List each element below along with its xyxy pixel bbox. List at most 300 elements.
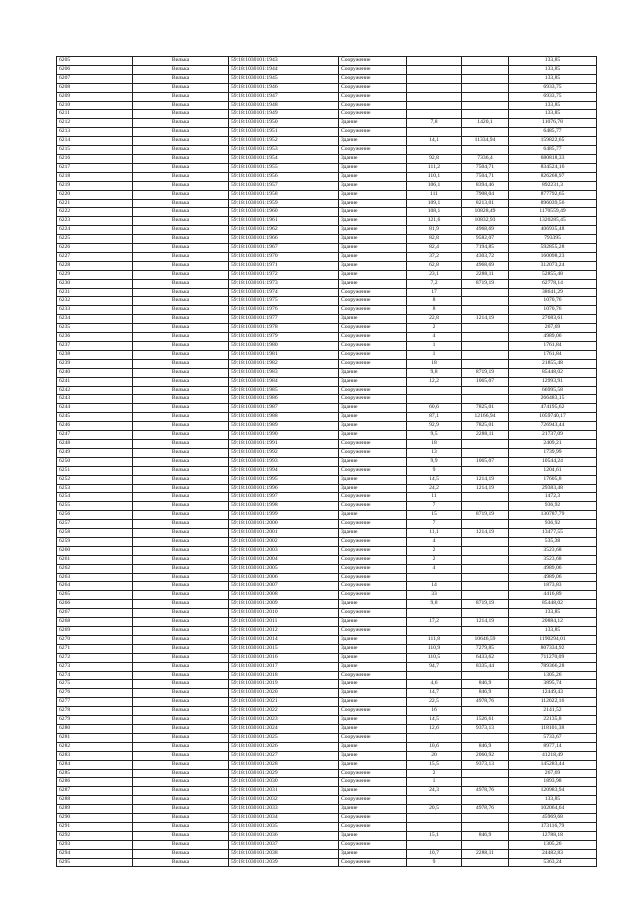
settlement-cell: Вилька — [133, 778, 229, 787]
table-row — [57, 591, 597, 600]
area-cell: 9,5 — [407, 431, 462, 440]
object-type-cell: Сооружение — [339, 564, 407, 573]
table-row — [57, 181, 597, 190]
object-type-cell: Сооружение — [339, 324, 407, 333]
object-type-cell: Сооружение — [339, 858, 407, 867]
cadastral-number-cell: 59:18:1030101:1946 — [229, 83, 339, 92]
settlement-cell: Вилька — [133, 724, 229, 733]
object-type-cell: Здание — [339, 315, 407, 324]
area-cell: 22,5 — [407, 698, 462, 707]
table-row — [57, 83, 597, 92]
object-type-cell: Здание — [339, 404, 407, 413]
table-row — [57, 733, 597, 742]
unit-rate-cell: 4978,76 — [462, 787, 509, 796]
settlement-cell: Вилька — [133, 422, 229, 431]
unit-rate-cell — [462, 333, 509, 342]
cadastral-number-cell: 59:18:1030101:2009 — [229, 600, 339, 609]
object-type-cell: Здание — [339, 680, 407, 689]
settlement-cell: Вилька — [133, 315, 229, 324]
settlement-cell: Вилька — [133, 511, 229, 520]
settlement-cell: Вилька — [133, 83, 229, 92]
table-row — [57, 110, 597, 119]
row-number-cell: 6252 — [57, 475, 133, 484]
settlement-cell: Вилька — [133, 671, 229, 680]
table-row — [57, 244, 597, 253]
cadastral-value-cell: 62778,14 — [509, 279, 597, 288]
settlement-cell: Вилька — [133, 235, 229, 244]
area-cell: 12,6 — [407, 724, 462, 733]
row-number-cell: 6235 — [57, 324, 133, 333]
cadastral-value-cell: 680818,33 — [509, 154, 597, 163]
settlement-cell: Вилька — [133, 537, 229, 546]
unit-rate-cell: 846,9 — [462, 680, 509, 689]
cadastral-number-cell: 59:18:1030101:2016 — [229, 653, 339, 662]
area-cell: 13 — [407, 448, 462, 457]
unit-rate-cell: 846,9 — [462, 831, 509, 840]
cadastral-value-cell: 3523,68 — [509, 546, 597, 555]
row-number-cell: 6222 — [57, 208, 133, 217]
object-type-cell: Здание — [339, 137, 407, 146]
row-number-cell: 6209 — [57, 92, 133, 101]
table-row — [57, 297, 597, 306]
table-row — [57, 101, 597, 110]
settlement-cell: Вилька — [133, 439, 229, 448]
table-row — [57, 635, 597, 644]
unit-rate-cell — [462, 769, 509, 778]
cadastral-number-cell: 59:18:1030101:1984 — [229, 377, 339, 386]
cadastral-number-cell: 59:18:1030101:1997 — [229, 493, 339, 502]
unit-rate-cell: 9373,13 — [462, 724, 509, 733]
settlement-cell: Вилька — [133, 591, 229, 600]
row-number-cell: 6214 — [57, 137, 133, 146]
cadastral-number-cell: 59:18:1030101:2014 — [229, 635, 339, 644]
object-type-cell: Сооружение — [339, 386, 407, 395]
row-number-cell: 6268 — [57, 618, 133, 627]
settlement-cell: Вилька — [133, 217, 229, 226]
area-cell: 4,6 — [407, 680, 462, 689]
row-number-cell: 6228 — [57, 261, 133, 270]
object-type-cell: Сооружение — [339, 74, 407, 83]
cadastral-value-cell: 1305,26 — [509, 671, 597, 680]
unit-rate-cell — [462, 609, 509, 618]
cadastral-value-cell: 22135,8 — [509, 716, 597, 725]
settlement-cell: Вилька — [133, 137, 229, 146]
cadastral-number-cell: 59:18:1030101:2004 — [229, 555, 339, 564]
cadastral-number-cell: 59:18:1030101:1957 — [229, 181, 339, 190]
settlement-cell: Вилька — [133, 742, 229, 751]
settlement-cell: Вилька — [133, 101, 229, 110]
object-type-cell: Здание — [339, 457, 407, 466]
table-row — [57, 707, 597, 716]
cadastral-value-cell: 159822,65 — [509, 137, 597, 146]
area-cell — [407, 840, 462, 849]
row-number-cell: 6286 — [57, 778, 133, 787]
row-number-cell: 6247 — [57, 431, 133, 440]
cadastral-number-cell: 59:18:1030101:1951 — [229, 128, 339, 137]
table-row — [57, 119, 597, 128]
cadastral-value-cell: 406935,48 — [509, 226, 597, 235]
area-cell: 14,5 — [407, 716, 462, 725]
area-cell: 15 — [407, 511, 462, 520]
cadastral-number-cell: 59:18:1030101:1988 — [229, 413, 339, 422]
table-row — [57, 618, 597, 627]
table-row — [57, 520, 597, 529]
object-type-cell: Сооружение — [339, 707, 407, 716]
row-number-cell: 6227 — [57, 252, 133, 261]
object-type-cell: Сооружение — [339, 395, 407, 404]
table-row — [57, 422, 597, 431]
unit-rate-cell — [462, 128, 509, 137]
cadastral-number-cell: 59:18:1030101:2023 — [229, 716, 339, 725]
object-type-cell: Здание — [339, 689, 407, 698]
cadastral-number-cell: 59:18:1030101:1981 — [229, 350, 339, 359]
settlement-cell: Вилька — [133, 208, 229, 217]
unit-rate-cell: 4968,69 — [462, 226, 509, 235]
table-row — [57, 279, 597, 288]
object-type-cell: Здание — [339, 119, 407, 128]
table-row — [57, 475, 597, 484]
cadastral-value-cell: 1893,98 — [509, 778, 597, 787]
area-cell: 23,1 — [407, 270, 462, 279]
object-type-cell: Здание — [339, 662, 407, 671]
row-number-cell: 6231 — [57, 288, 133, 297]
area-cell — [407, 146, 462, 155]
table-row — [57, 137, 597, 146]
row-number-cell: 6282 — [57, 742, 133, 751]
cadastral-number-cell: 59:18:1030101:1962 — [229, 226, 339, 235]
object-type-cell: Сооружение — [339, 57, 407, 66]
cadastral-value-cell: 85448,02 — [509, 368, 597, 377]
unit-rate-cell: 7825,01 — [462, 422, 509, 431]
cadastral-value-cell: 4989,06 — [509, 573, 597, 582]
table-row — [57, 57, 597, 66]
cadastral-value-cell: 133,85 — [509, 796, 597, 805]
cadastral-number-cell: 59:18:1030101:2034 — [229, 814, 339, 823]
object-type-cell: Здание — [339, 600, 407, 609]
area-cell: 109,1 — [407, 199, 462, 208]
unit-rate-cell: 8719,19 — [462, 368, 509, 377]
object-type-cell: Здание — [339, 698, 407, 707]
settlement-cell: Вилька — [133, 849, 229, 858]
settlement-cell: Вилька — [133, 662, 229, 671]
cadastral-number-cell: 59:18:1030101:1973 — [229, 279, 339, 288]
object-type-cell: Сооружение — [339, 796, 407, 805]
object-type-cell: Здание — [339, 529, 407, 538]
object-type-cell: Сооружение — [339, 591, 407, 600]
cadastral-value-cell: 1305,26 — [509, 840, 597, 849]
settlement-cell: Вилька — [133, 448, 229, 457]
object-type-cell: Сооружение — [339, 840, 407, 849]
object-type-cell: Здание — [339, 724, 407, 733]
object-type-cell: Сооружение — [339, 609, 407, 618]
row-number-cell: 6274 — [57, 671, 133, 680]
object-type-cell: Здание — [339, 368, 407, 377]
object-type-cell: Здание — [339, 831, 407, 840]
area-cell: 11,1 — [407, 529, 462, 538]
unit-rate-cell — [462, 502, 509, 511]
table-row — [57, 573, 597, 582]
cadastral-number-cell: 59:18:1030101:2026 — [229, 742, 339, 751]
object-type-cell: Сооружение — [339, 814, 407, 823]
area-cell: 14,1 — [407, 137, 462, 146]
unit-rate-cell: 8394,46 — [462, 181, 509, 190]
cadastral-value-cell: 267,69 — [509, 324, 597, 333]
unit-rate-cell — [462, 493, 509, 502]
settlement-cell: Вилька — [133, 644, 229, 653]
table-row — [57, 529, 597, 538]
unit-rate-cell — [462, 101, 509, 110]
row-number-cell: 6250 — [57, 457, 133, 466]
cadastral-number-cell: 59:18:1030101:2029 — [229, 769, 339, 778]
cadastral-value-cell: 1873,83 — [509, 582, 597, 591]
unit-rate-cell: 4968,69 — [462, 261, 509, 270]
settlement-cell: Вилька — [133, 279, 229, 288]
unit-rate-cell — [462, 520, 509, 529]
unit-rate-cell: 10828,49 — [462, 208, 509, 217]
object-type-cell: Сооружение — [339, 110, 407, 119]
area-cell: 16 — [407, 707, 462, 716]
cadastral-value-cell: 145283,44 — [509, 760, 597, 769]
cadastral-value-cell: 160098,23 — [509, 252, 597, 261]
cadastral-number-cell: 59:18:1030101:1986 — [229, 395, 339, 404]
row-number-cell: 6221 — [57, 199, 133, 208]
row-number-cell: 6262 — [57, 564, 133, 573]
row-number-cell: 6284 — [57, 760, 133, 769]
cadastral-number-cell: 59:18:1030101:1971 — [229, 261, 339, 270]
cadastral-number-cell: 59:18:1030101:1985 — [229, 386, 339, 395]
cadastral-number-cell: 59:18:1030101:1976 — [229, 306, 339, 315]
row-number-cell: 6223 — [57, 217, 133, 226]
cadastral-value-cell: 130787,79 — [509, 511, 597, 520]
cadastral-value-cell: 1739,99 — [509, 448, 597, 457]
settlement-cell: Вилька — [133, 377, 229, 386]
table-row — [57, 315, 597, 324]
settlement-cell: Вилька — [133, 306, 229, 315]
row-number-cell: 6253 — [57, 484, 133, 493]
cadastral-value-cell: 1170559,49 — [509, 208, 597, 217]
object-type-cell: Здание — [339, 475, 407, 484]
settlement-cell: Вилька — [133, 368, 229, 377]
settlement-cell: Вилька — [133, 92, 229, 101]
cadastral-value-cell: 936,92 — [509, 502, 597, 511]
cadastral-value-cell: 12993,91 — [509, 377, 597, 386]
unit-rate-cell: 4303,72 — [462, 252, 509, 261]
settlement-cell: Вилька — [133, 787, 229, 796]
table-row — [57, 582, 597, 591]
object-type-cell: Здание — [339, 217, 407, 226]
row-number-cell: 6278 — [57, 707, 133, 716]
unit-rate-cell: 8719,19 — [462, 279, 509, 288]
area-cell — [407, 627, 462, 636]
object-type-cell: Сооружение — [339, 83, 407, 92]
table-row — [57, 546, 597, 555]
area-cell: 14 — [407, 582, 462, 591]
cadastral-number-cell: 59:18:1030101:2024 — [229, 724, 339, 733]
row-number-cell: 6218 — [57, 172, 133, 181]
row-number-cell: 6249 — [57, 448, 133, 457]
object-type-cell: Сооружение — [339, 733, 407, 742]
unit-rate-cell — [462, 57, 509, 66]
cadastral-number-cell: 59:18:1030101:2011 — [229, 618, 339, 627]
row-number-cell: 6225 — [57, 235, 133, 244]
cadastral-value-cell: 118101,38 — [509, 724, 597, 733]
row-number-cell: 6293 — [57, 840, 133, 849]
settlement-cell: Вилька — [133, 404, 229, 413]
area-cell: 33 — [407, 591, 462, 600]
cadastral-number-cell: 59:18:1030101:2031 — [229, 787, 339, 796]
settlement-cell: Вилька — [133, 493, 229, 502]
object-type-cell: Здание — [339, 163, 407, 172]
object-type-cell: Здание — [339, 208, 407, 217]
unit-rate-cell — [462, 439, 509, 448]
cadastral-number-cell: 59:18:1030101:1943 — [229, 57, 339, 66]
table-row — [57, 814, 597, 823]
object-type-cell: Здание — [339, 422, 407, 431]
unit-rate-cell: 8719,19 — [462, 600, 509, 609]
cadastral-number-cell: 59:18:1030101:1945 — [229, 74, 339, 83]
table-row — [57, 342, 597, 351]
area-cell: 8 — [407, 306, 462, 315]
cadastral-value-cell: 4989,06 — [509, 564, 597, 573]
cadastral-value-cell: 21737,09 — [509, 431, 597, 440]
object-type-cell: Сооружение — [339, 493, 407, 502]
cadastral-value-cell: 535,38 — [509, 537, 597, 546]
cadastral-value-cell: 1204,61 — [509, 466, 597, 475]
unit-rate-cell — [462, 591, 509, 600]
area-cell: 2 — [407, 324, 462, 333]
table-row — [57, 849, 597, 858]
cadastral-number-cell: 59:18:1030101:1989 — [229, 422, 339, 431]
object-type-cell: Сооружение — [339, 627, 407, 636]
area-cell: 92,9 — [407, 422, 462, 431]
unit-rate-cell: 10646,59 — [462, 635, 509, 644]
table-row — [57, 511, 597, 520]
object-type-cell: Здание — [339, 635, 407, 644]
unit-rate-cell — [462, 288, 509, 297]
object-type-cell: Сооружение — [339, 439, 407, 448]
object-type-cell: Сооружение — [339, 359, 407, 368]
object-type-cell: Здание — [339, 235, 407, 244]
object-type-cell: Сооружение — [339, 350, 407, 359]
unit-rate-cell: 9582,07 — [462, 235, 509, 244]
cadastral-value-cell: 133,85 — [509, 101, 597, 110]
area-cell — [407, 74, 462, 83]
row-number-cell: 6269 — [57, 627, 133, 636]
row-number-cell: 6271 — [57, 644, 133, 653]
row-number-cell: 6238 — [57, 350, 133, 359]
unit-rate-cell: 8213,01 — [462, 199, 509, 208]
row-number-cell: 6289 — [57, 805, 133, 814]
object-type-cell: Сооружение — [339, 146, 407, 155]
cadastral-number-cell: 59:18:1030101:2039 — [229, 858, 339, 867]
area-cell: 7 — [407, 520, 462, 529]
cadastral-number-cell: 59:18:1030101:1975 — [229, 297, 339, 306]
cadastral-number-cell: 59:18:1030101:2028 — [229, 760, 339, 769]
cadastral-number-cell: 59:18:1030101:1952 — [229, 137, 339, 146]
area-cell: 15,5 — [407, 760, 462, 769]
settlement-cell: Вилька — [133, 635, 229, 644]
area-cell — [407, 83, 462, 92]
settlement-cell: Вилька — [133, 181, 229, 190]
object-type-cell: Сооружение — [339, 306, 407, 315]
settlement-cell: Вилька — [133, 760, 229, 769]
area-cell: 24,3 — [407, 787, 462, 796]
cadastral-number-cell: 59:18:1030101:2022 — [229, 707, 339, 716]
settlement-cell: Вилька — [133, 698, 229, 707]
area-cell: 2 — [407, 555, 462, 564]
cadastral-number-cell: 59:18:1030101:1993 — [229, 457, 339, 466]
object-type-cell: Сооружение — [339, 555, 407, 564]
settlement-cell: Вилька — [133, 146, 229, 155]
cadastral-value-cell: 133,85 — [509, 110, 597, 119]
object-type-cell: Здание — [339, 154, 407, 163]
cadastral-number-cell: 59:18:1030101:1990 — [229, 431, 339, 440]
area-cell: 9 — [407, 466, 462, 475]
cadastral-value-cell: 6485,77 — [509, 128, 597, 137]
table-row — [57, 662, 597, 671]
row-number-cell: 6213 — [57, 128, 133, 137]
cadastral-value-cell: 2409,21 — [509, 439, 597, 448]
area-cell: 82,8 — [407, 235, 462, 244]
unit-rate-cell — [462, 65, 509, 74]
table-row — [57, 306, 597, 315]
unit-rate-cell — [462, 537, 509, 546]
object-type-cell: Сооружение — [339, 778, 407, 787]
row-number-cell: 6243 — [57, 395, 133, 404]
row-number-cell: 6245 — [57, 413, 133, 422]
row-number-cell: 6251 — [57, 466, 133, 475]
table-row — [57, 787, 597, 796]
table-row — [57, 288, 597, 297]
cadastral-value-cell: 27683,61 — [509, 315, 597, 324]
object-type-cell: Здание — [339, 653, 407, 662]
settlement-cell: Вилька — [133, 190, 229, 199]
table-row — [57, 822, 597, 831]
area-cell: 60,6 — [407, 404, 462, 413]
settlement-cell: Вилька — [133, 395, 229, 404]
object-type-cell: Сооружение — [339, 448, 407, 457]
row-number-cell: 6219 — [57, 181, 133, 190]
area-cell: 11 — [407, 493, 462, 502]
settlement-cell: Вилька — [133, 413, 229, 422]
area-cell: 111,8 — [407, 635, 462, 644]
row-number-cell: 6237 — [57, 342, 133, 351]
cadastral-number-cell: 59:18:1030101:1953 — [229, 146, 339, 155]
area-cell: 1 — [407, 342, 462, 351]
table-row — [57, 368, 597, 377]
area-cell: 82,4 — [407, 244, 462, 253]
cadastral-value-cell: 133,85 — [509, 57, 597, 66]
table-row — [57, 609, 597, 618]
unit-rate-cell — [462, 306, 509, 315]
object-type-cell: Здание — [339, 760, 407, 769]
row-number-cell: 6259 — [57, 537, 133, 546]
area-cell: 15,1 — [407, 831, 462, 840]
settlement-cell: Вилька — [133, 288, 229, 297]
cadastral-value-cell: 5363,24 — [509, 858, 597, 867]
settlement-cell: Вилька — [133, 858, 229, 867]
unit-rate-cell — [462, 448, 509, 457]
table-row — [57, 324, 597, 333]
unit-rate-cell — [462, 707, 509, 716]
table-row — [57, 627, 597, 636]
settlement-cell: Вилька — [133, 733, 229, 742]
settlement-cell: Вилька — [133, 333, 229, 342]
row-number-cell: 6229 — [57, 270, 133, 279]
table-row — [57, 235, 597, 244]
cadastral-value-cell: 4989,06 — [509, 333, 597, 342]
cadastral-number-cell: 59:18:1030101:2030 — [229, 778, 339, 787]
